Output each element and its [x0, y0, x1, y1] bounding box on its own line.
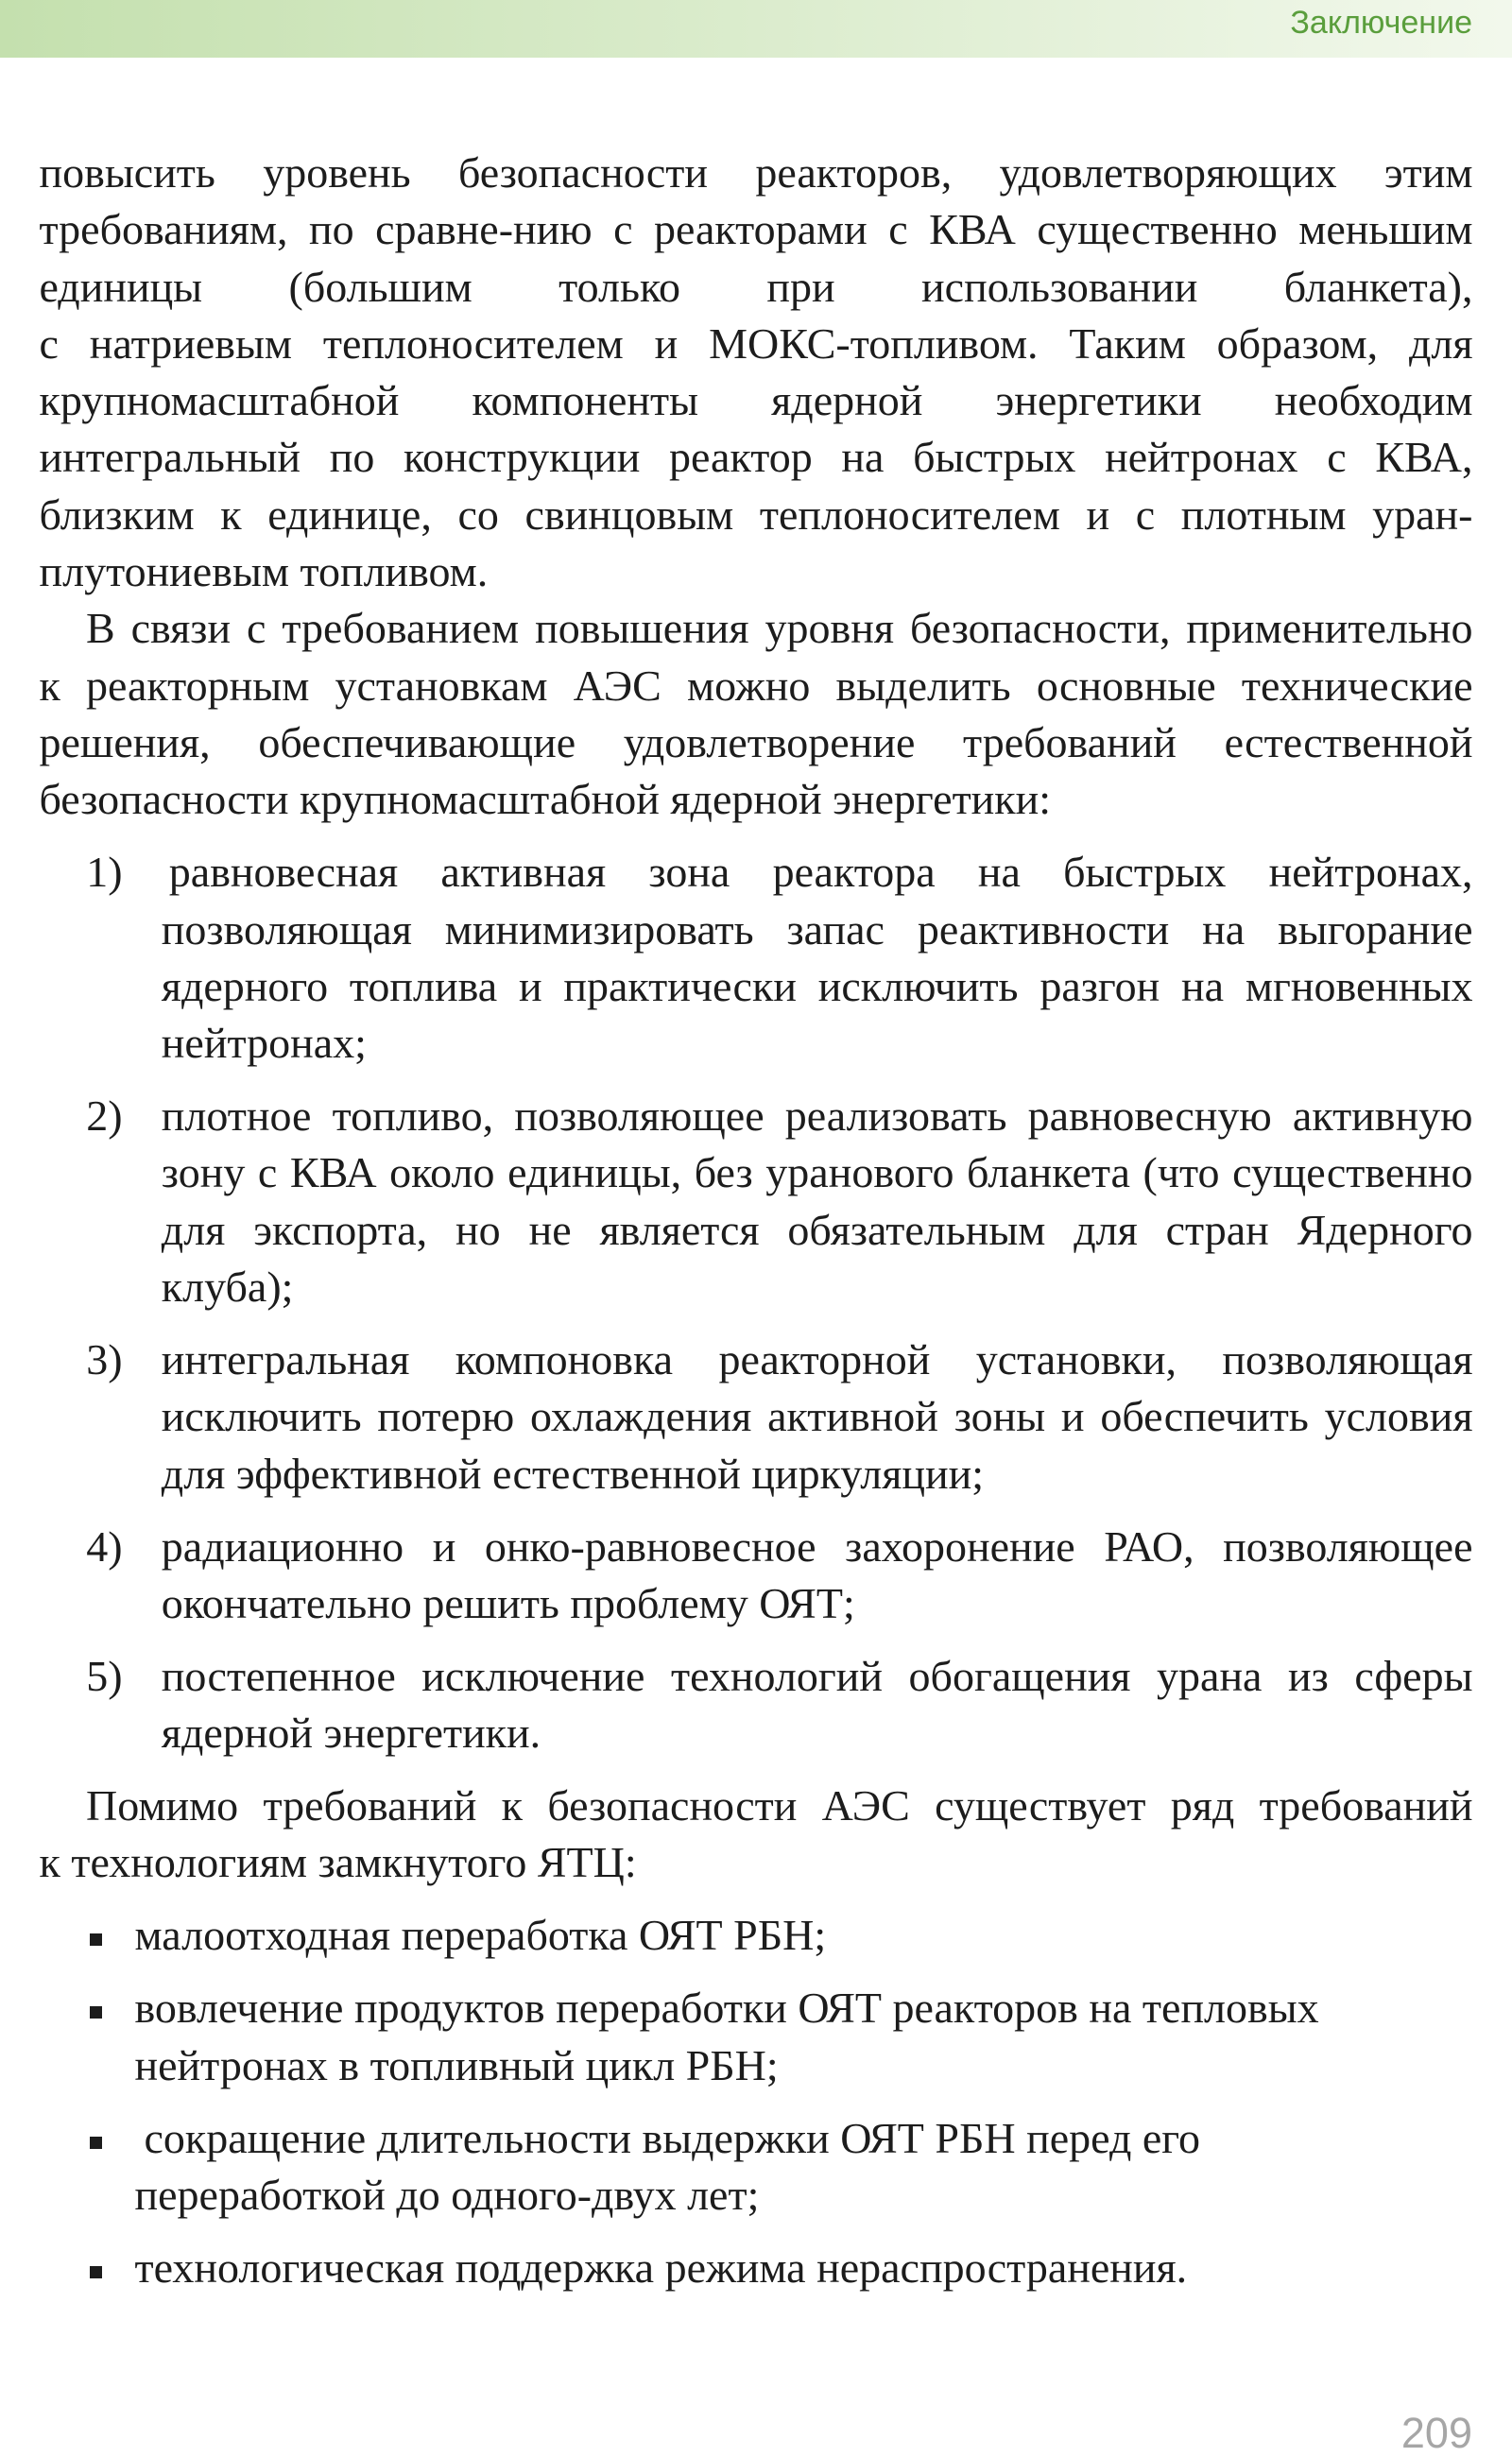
bullet-marker-icon [90, 2006, 102, 2019]
text-line: интегральная компоновка реакторной установки, позволяющая [161, 1335, 1473, 1383]
text-line: нейтронах; [161, 1019, 367, 1068]
text-line: радиационно и онко-равновесное захоронение РАО, позволяющее [161, 1521, 1473, 1571]
list-item [40, 1088, 1473, 1315]
text-line: плотное топливо, позволяющее реализовать равновесную активную [161, 1091, 1473, 1141]
text-line: с натриевым теплоносителем и МОКС-топливом. Таким образом, для [39, 318, 1473, 368]
header-band [0, 0, 1512, 58]
list-number: 5) [86, 1651, 123, 1700]
text-line: малоотходная переработка ОЯТ РБН; [134, 1911, 827, 1960]
paragraph-1 [40, 145, 1473, 600]
text-line: исключить потерю охлаждения активной зоны и обеспечить условия [161, 1392, 1473, 1441]
section-title: Заключение [1290, 5, 1472, 41]
text-line: технологическая поддержка режима нераспространения. [134, 2242, 1188, 2292]
text-line: для эффективной естественной циркуляции; [161, 1449, 985, 1498]
text-line: плутониевым топливом. [39, 547, 489, 596]
numbered-list [40, 844, 1473, 1761]
bullet-item [40, 1907, 1473, 1964]
text-line: крупномасштабной компоненты ядерной энергетики необходим [39, 376, 1473, 425]
bullet-marker-icon [90, 2266, 102, 2278]
list-item [40, 1519, 1473, 1633]
list-number: 3) [86, 1335, 123, 1383]
list-item [40, 844, 1473, 1072]
text-line: окончательно решить проблему ОЯТ; [161, 1578, 855, 1627]
text-line: близким к единице, со свинцовым теплоносителем и с плотным уран- [39, 490, 1473, 539]
list-number: 2) [86, 1091, 123, 1141]
bullet-item [40, 1980, 1473, 2094]
list-number: 4) [86, 1521, 123, 1571]
paragraph-3 [40, 1778, 1473, 1892]
text-line: переработкой до одного-двух лет; [134, 2170, 760, 2219]
list-item [40, 1648, 1473, 1762]
text-line: вовлечение продуктов переработки ОЯТ реакторов на тепловых [134, 1984, 1319, 2033]
text-line: для экспорта, но не является обязательным для стран Ядерного [161, 1205, 1473, 1254]
list-number: 1) [86, 848, 123, 897]
bullet-marker-icon [90, 2137, 102, 2149]
text-line: решения, обеспечивающие удовлетворение требований естественной [39, 717, 1473, 766]
text-line: безопасности крупномасштабной ядерной энергетики: [39, 775, 1052, 824]
bullet-item [40, 2240, 1473, 2296]
paragraph-2 [40, 600, 1473, 828]
bullet-item [40, 2110, 1473, 2225]
text-line: постепенное исключение технологий обогащения урана из сферы [161, 1651, 1473, 1700]
text-line: интегральный по конструкции реактор на быстрых нейтронах с КВА, [39, 433, 1473, 482]
text-line: единицы (большим только при использовании бланкета), [39, 262, 1473, 311]
text-line: к реакторным установкам АЭС можно выделить основные технические [39, 661, 1473, 710]
text-line: Помимо требований к безопасности АЭС существует ряд требований [86, 1781, 1473, 1830]
text-line: нейтронах в топливный цикл РБН; [134, 2040, 779, 2089]
list-item [40, 1332, 1473, 1503]
text-line: повысить уровень безопасности реакторов, удовлетворяющих этим [39, 148, 1473, 197]
text-line: ядерной энергетики. [161, 1709, 541, 1758]
page-content [40, 145, 1473, 2296]
text-line: ядерного топлива и практически исключить разгон на мгновенных [161, 961, 1473, 1010]
bullet-list [40, 1907, 1473, 2296]
text-line: к технологиям замкнутого ЯТЦ: [39, 1838, 637, 1887]
text-line: позволяющая минимизировать запас реактивности на выгорание [161, 904, 1473, 954]
text-line: В связи с требованием повышения уровня безопасности, применительно [86, 604, 1473, 653]
bullet-marker-icon [90, 1933, 102, 1946]
text-line: клуба); [161, 1263, 294, 1312]
text-line: требованиям, по сравне-нию с реакторами с КВА существенно меньшим [39, 205, 1473, 254]
page-number: 209 [1400, 2409, 1472, 2457]
text-line: зону с КВА около единицы, без уранового бланкета (что существенно [161, 1148, 1473, 1197]
text-line: равновесная активная зона реактора на быстрых нейтронах, [168, 848, 1473, 897]
text-line: сокращение длительности выдержки ОЯТ РБН перед его [144, 2113, 1200, 2162]
